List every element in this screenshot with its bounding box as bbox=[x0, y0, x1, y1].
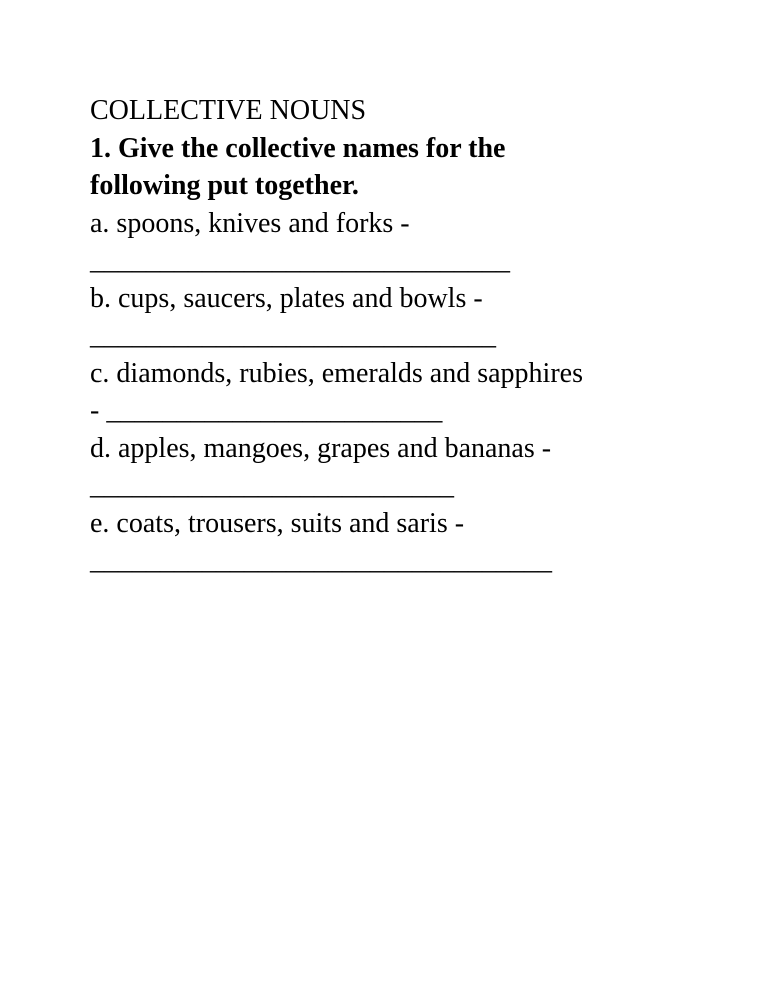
item-d-prompt: d. apples, mangoes, grapes and bananas - bbox=[90, 432, 552, 464]
item-e-answer-blank: _________________________________ bbox=[90, 545, 552, 576]
item-a-prompt: a. spoons, knives and forks - bbox=[90, 207, 410, 239]
item-c-prompt: c. diamonds, rubies, emeralds and sapphires bbox=[90, 357, 583, 389]
page-title: COLLECTIVE NOUNS bbox=[90, 95, 367, 126]
question-heading-line-2: following put together. bbox=[90, 170, 359, 201]
item-b-answer-blank: _____________________________ bbox=[90, 320, 496, 351]
item-e-prompt: e. coats, trousers, suits and saris - bbox=[90, 507, 465, 539]
worksheet-page bbox=[90, 92, 730, 580]
item-d-answer-blank: __________________________ bbox=[90, 470, 454, 501]
item-b-prompt: b. cups, saucers, plates and bowls - bbox=[90, 282, 483, 314]
question-heading-line-1: 1. Give the collective names for the bbox=[90, 132, 506, 164]
item-a-answer-blank: ______________________________ bbox=[90, 245, 510, 276]
item-c-answer-blank: - ________________________ bbox=[90, 395, 443, 426]
